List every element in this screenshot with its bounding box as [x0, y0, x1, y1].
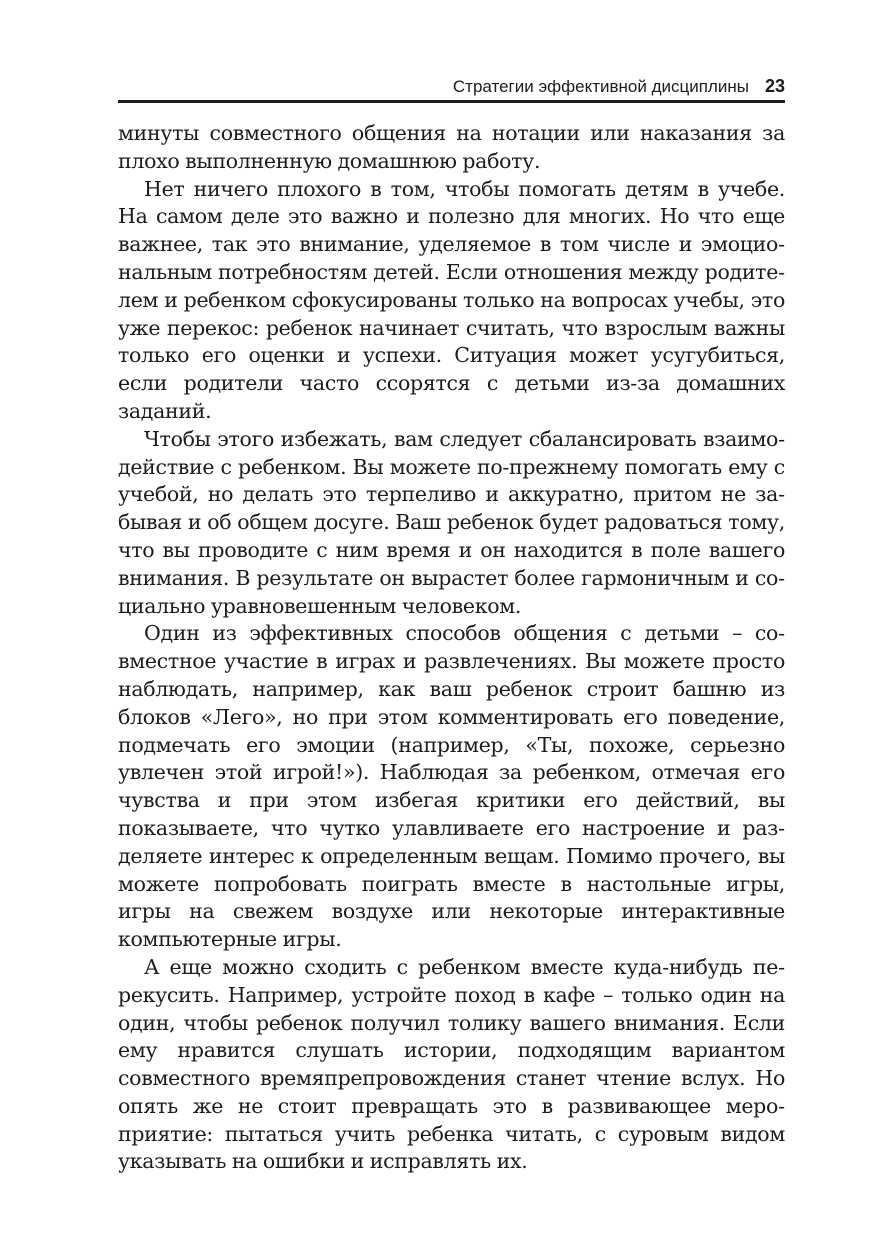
- running-header: [118, 72, 785, 100]
- paragraph: Нет ничего плохого в том, чтобы помогать детям в учебе. На самом деле это важно и полезно для многих. Но что еще важнее, так это внимание, уделяемое в том числе и эмоциональным потребностям детей. Если отношения между родителем и ребенком сфокусированы только на вопросах учебы, это уже перекос: ребенок начинает считать, что взрослым важны только его оценки и успехи. Ситуация может усугубиться, если родители часто ссорятся с детьми из-за домашних заданий.: [118, 176, 785, 423]
- paragraph: Чтобы этого избежать, вам следует сбалансировать взаимодействие с ребенком. Вы можете по-прежнему помогать ему с учебой, но делать это терпеливо и аккуратно, притом не забывая и об общем досуге. Ваш ребенок будет радоваться тому, что вы проводите с ним время и он находится в поле вашего внимания. В результате он вырастет более гармоничным и социально уравновешенным человеком.: [118, 426, 785, 618]
- paragraph-continued: минуты совместного общения на нотации или наказания за плохо выполненную домашнюю работу.: [118, 121, 785, 173]
- paragraph: А еще можно сходить с ребенком вместе куда-нибудь перекусить. Например, устройте поход в кафе – только один на один, чтобы ребенок получил толику вашего внимания. Если ему нравится слушать истории, подходящим вариантом совместного времяпрепровождения станет чтение вслух. Но опять же не стоит превращать это в развивающее мероприятие: пытаться учить ребенка читать, с суровым видом указывать на ошибки и исправлять их.: [118, 954, 785, 1174]
- body-text: [118, 120, 785, 1176]
- header-rule: [118, 100, 785, 103]
- paragraph: Один из эффективных способов общения с детьми – совместное участие в играх и развлечениях. Вы можете просто наблюдать, например, как ваш ребенок строит башню из блоков «Лего», но при этом комментировать его поведение, подмечать его эмоции (например, «Ты, похоже, серьезно увлечен этой игрой!»). Наблюдая за ребенком, отмечая его чувства и при этом избегая критики его действий, вы показываете, что чутко улавливаете его настроение и разделяете интерес к определенным вещам. Помимо прочего, вы можете попробовать поиграть вместе в настольные игры, игры на свежем воздухе или некоторые интерактивные компьютерные игры.: [118, 621, 785, 952]
- running-header-title: Стратегии эффективной дисциплины: [452, 77, 749, 96]
- page-number: 23: [764, 76, 785, 96]
